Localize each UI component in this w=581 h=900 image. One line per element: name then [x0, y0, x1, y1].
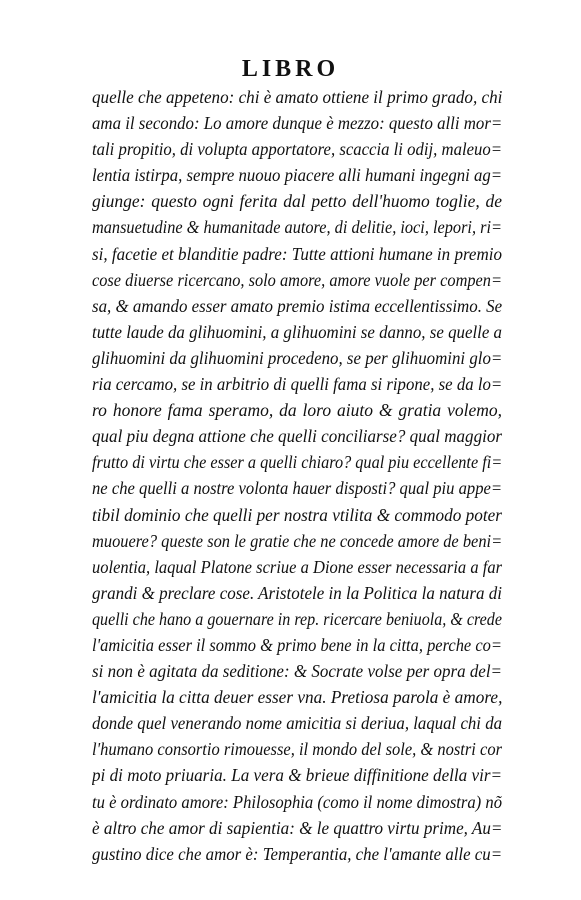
text-line: è altro che amor di sapientia: & le quattro virtu prime, Au=: [92, 817, 502, 838]
text-line: ria cercamo, se in arbitrio di quelli fama si ripone, se da lo=: [92, 374, 502, 395]
text-line: frutto di virtu che esser a quelli chiaro? qual piu eccellente fi=: [92, 452, 502, 473]
text-line: tali propitio, di volupta apportatore, scaccia li odij, maleuo=: [92, 139, 502, 160]
text-line: tutte laude da glihuomini, a glihuomini se danno, se quelle a: [92, 321, 502, 342]
text-line: muouere? queste son le gratie che ne concede amore de beni=: [92, 530, 502, 551]
text-line: quelle che appeteno: chi è amato ottiene il primo grado, chi: [92, 87, 502, 107]
body-text: [92, 84, 502, 867]
text-line: ne che quelli a nostre volonta hauer disposti? qual piu appe=: [92, 478, 502, 499]
text-line: gustino dice che amor è: Temperantia, che l'amante alle cu=: [92, 843, 502, 864]
text-line: lentia istirpa, sempre nuouo piacere alli humani ingegni ag=: [92, 165, 502, 186]
text-line: cose diuerse ricercano, solo amore, amore vuole per compen=: [92, 269, 502, 290]
text-line: giunge: questo ogni ferita dal petto dell'huomo toglie, de: [92, 191, 502, 212]
text-line: l'amicitia esser il sommo & primo bene in la citta, perche co=: [92, 634, 502, 655]
text-line: tu è ordinato amore: Philosophia (como il nome dimostra) nõ: [92, 791, 502, 812]
text-line: glihuomini da glihuomini procedeno, se per glihuomini glo=: [92, 347, 502, 368]
text-line: mansuetudine & humanitade autore, di delitie, ioci, lepori, ri=: [92, 217, 502, 238]
text-line: l'amicitia la citta deuer esser vna. Pretiosa parola è amore,: [92, 687, 502, 708]
text-line: qual piu degna attione che quelli conciliarse? qual maggior: [92, 426, 502, 447]
text-line: si non è agitata da seditione: & Socrate volse per opra del=: [92, 661, 502, 682]
text-line: ro honore fama speramo, da loro aiuto & gratia volemo,: [92, 400, 502, 421]
text-line: pi di moto priuaria. La vera & brieue diffinitione della vir=: [92, 765, 502, 786]
text-line: tibil dominio che quelli per nostra vtilita & commodo poter: [92, 504, 502, 525]
text-line: grandi & preclare cose. Aristotele in la Politica la natura di: [92, 582, 502, 603]
text-line: sa, & amando esser amato premio istima eccellentissimo. Se: [92, 295, 502, 316]
text-line: donde quel venerando nome amicitia si deriua, laqual chi da: [92, 713, 502, 734]
text-line: ama il secondo: Lo amore dunque è mezzo: questo alli mor=: [92, 113, 502, 134]
text-line: uolentia, laqual Platone scriue a Dione esser necessaria a far: [92, 556, 502, 577]
running-head: LIBRO: [241, 56, 340, 82]
text-line: l'humano consortio rimouesse, il mondo del sole, & nostri cor: [92, 739, 502, 760]
text-line: quelli che hano a gouernare in rep. ricercare beniuola, & crede: [92, 608, 502, 629]
text-line: si, facetie et blanditie padre: Tutte attioni humane in premio: [92, 243, 502, 264]
